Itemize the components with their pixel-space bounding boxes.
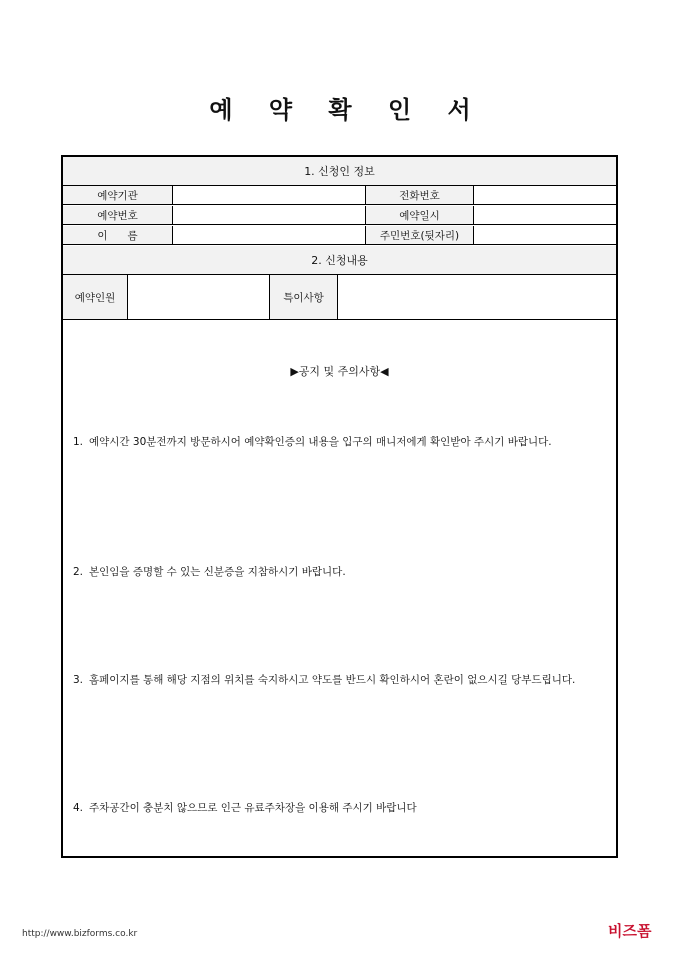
label-org: 예약기관 — [63, 186, 173, 204]
document-title: 예 약 확 인 서 — [209, 96, 485, 124]
label-reservation-date: 예약일시 — [366, 206, 474, 224]
section-header-applicant: 1. 신청인 정보 — [63, 157, 616, 186]
field-name[interactable] — [173, 226, 366, 244]
notice-item-number: 2. — [73, 566, 84, 578]
request-row — [63, 275, 616, 320]
footer-url-link[interactable]: http://www.bizforms.co.kr — [22, 929, 138, 939]
label-people: 예약인원 — [63, 275, 128, 319]
notice-item-text: 예약시간 30분전까지 방문하시어 예약확인증의 내용을 입구의 매니저에게 확인받아 주시기 바랍니다. — [89, 436, 552, 448]
field-people[interactable] — [128, 275, 270, 319]
label-notes: 특이사항 — [270, 275, 338, 319]
bizforms-logo: 비즈폼 — [608, 922, 652, 940]
label-resident-number: 주민번호(뒷자리) — [366, 226, 474, 244]
notice-item-text: 홈페이지를 통해 해당 지점의 위치를 숙지하시고 약도를 반드시 확인하시어 혼란이 없으시길 당부드립니다. — [89, 674, 576, 686]
info-row-3 — [63, 226, 616, 245]
form-frame — [61, 155, 618, 858]
field-phone[interactable] — [474, 186, 616, 204]
notice-item-number: 4. — [73, 802, 84, 814]
label-name: 이 름 — [63, 226, 173, 244]
notice-item-4 — [73, 797, 613, 819]
info-row-2 — [63, 206, 616, 225]
notice-item-number: 3. — [73, 674, 84, 686]
section-header-request: 2. 신청내용 — [63, 246, 616, 275]
label-phone: 전화번호 — [366, 186, 474, 204]
field-org[interactable] — [173, 186, 366, 204]
notice-item-number: 1. — [73, 436, 84, 448]
label-reservation-number: 예약번호 — [63, 206, 173, 224]
notice-title: ▶공지 및 주의사항◀ — [290, 365, 389, 378]
notice-item-1 — [73, 431, 613, 453]
field-reservation-date[interactable] — [474, 206, 616, 224]
notice-item-2 — [73, 561, 613, 583]
notice-item-text: 주차공간이 충분치 않으므로 인근 유료주차장을 이용해 주시기 바랍니다 — [89, 802, 417, 814]
field-reservation-number[interactable] — [173, 206, 366, 224]
field-notes[interactable] — [338, 275, 616, 319]
field-resident-number[interactable] — [474, 226, 616, 244]
notice-item-text: 본인임을 증명할 수 있는 신분증을 지참하시기 바랍니다. — [89, 566, 346, 578]
info-row-1 — [63, 186, 616, 205]
notice-item-3 — [73, 669, 613, 691]
